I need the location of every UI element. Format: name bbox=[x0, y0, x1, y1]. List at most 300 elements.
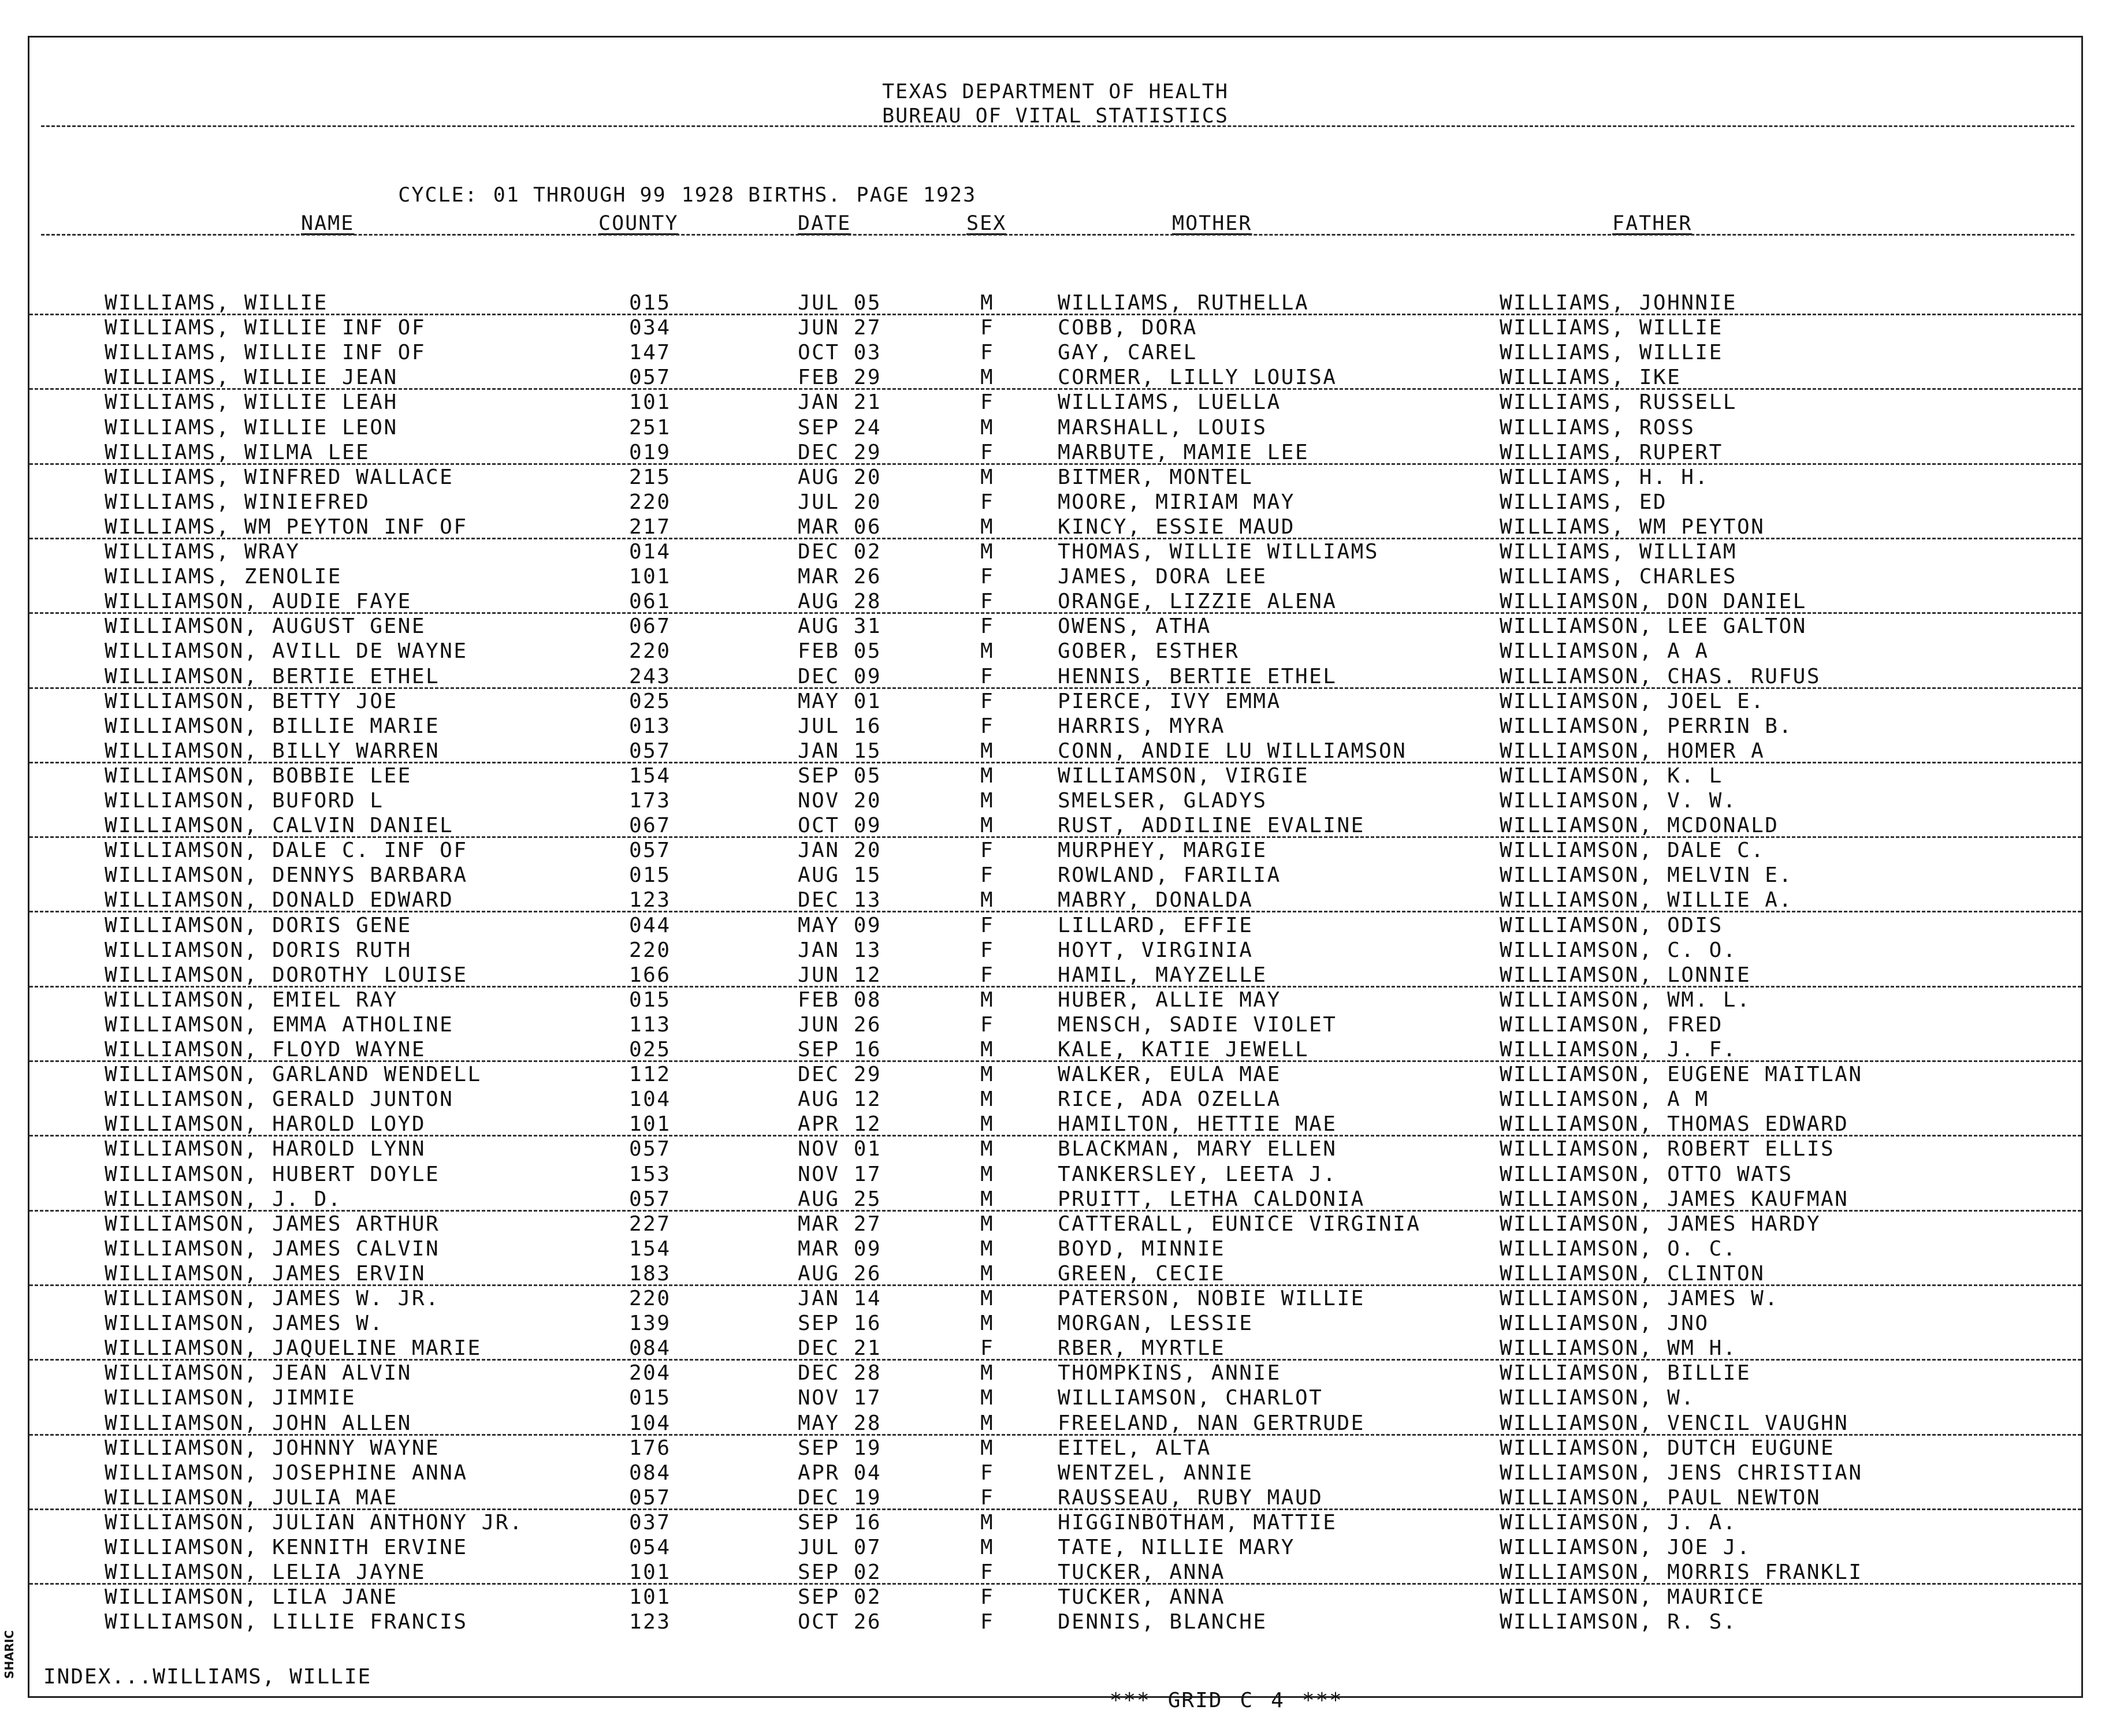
printout-frame bbox=[28, 36, 2083, 1712]
record-row bbox=[29, 1212, 2081, 1236]
record-sex: F bbox=[980, 1560, 995, 1585]
record-father: WILLIAMSON, O. C. bbox=[1500, 1236, 1737, 1261]
record-mother: WILLIAMSON, VIRGIE bbox=[1058, 763, 1310, 788]
record-father: WILLIAMSON, VENCIL VAUGHN bbox=[1500, 1411, 1849, 1435]
record-sex: F bbox=[980, 1485, 995, 1510]
record-name: WILLIAMSON, JAMES ERVIN bbox=[105, 1261, 426, 1286]
record-father: WILLIAMSON, A A bbox=[1500, 639, 1709, 664]
record-row bbox=[29, 564, 2081, 589]
record-county: 057 bbox=[629, 366, 671, 390]
record-name: WILLIAMSON, BETTY JOE bbox=[105, 689, 398, 713]
record-county: 034 bbox=[629, 316, 671, 340]
record-date: FEB 05 bbox=[798, 639, 882, 664]
record-mother: THOMAS, WILLIE WILLIAMS bbox=[1058, 540, 1379, 564]
record-mother: MARSHALL, LOUIS bbox=[1058, 415, 1267, 439]
record-date: OCT 09 bbox=[798, 814, 882, 838]
record-sex: M bbox=[980, 291, 995, 315]
record-mother: MENSCH, SADIE VIOLET bbox=[1058, 1012, 1337, 1037]
record-row bbox=[29, 1261, 2081, 1286]
record-name: WILLIAMS, WILMA LEE bbox=[105, 440, 370, 464]
record-row bbox=[29, 689, 2081, 714]
record-name: WILLIAMSON, JULIA MAE bbox=[105, 1485, 398, 1510]
record-row bbox=[29, 1510, 2081, 1535]
record-mother: JAMES, DORA LEE bbox=[1058, 565, 1267, 589]
record-row bbox=[29, 515, 2081, 539]
record-mother: COBB, DORA bbox=[1058, 316, 1197, 340]
record-county: 104 bbox=[629, 1411, 671, 1435]
record-county: 025 bbox=[629, 1038, 671, 1061]
record-sex: M bbox=[980, 1112, 995, 1137]
record-name: WILLIAMSON, BILLY WARREN bbox=[105, 739, 440, 763]
record-sex: M bbox=[980, 1137, 995, 1161]
record-county: 220 bbox=[629, 639, 671, 664]
record-father: WILLIAMSON, JAMES HARDY bbox=[1500, 1212, 1821, 1236]
record-name: WILLIAMSON, AUDIE FAYE bbox=[105, 590, 412, 614]
record-name: WILLIAMSON, JIMMIE bbox=[105, 1386, 356, 1410]
record-mother: HIGGINBOTHAM, MATTIE bbox=[1058, 1510, 1337, 1534]
page-number: PAGE 1923 bbox=[856, 184, 977, 207]
record-name: WILLIAMSON, HAROLD LYNN bbox=[105, 1137, 426, 1161]
record-sex: F bbox=[980, 1610, 995, 1634]
record-mother: RUST, ADDILINE EVALINE bbox=[1058, 814, 1365, 838]
record-date: JUL 20 bbox=[798, 490, 882, 514]
record-county: 057 bbox=[629, 739, 671, 763]
record-date: JUL 07 bbox=[798, 1536, 882, 1559]
record-row bbox=[29, 390, 2081, 415]
record-row bbox=[29, 1361, 2081, 1385]
record-row bbox=[29, 440, 2081, 465]
record-row bbox=[29, 1062, 2081, 1087]
record-sex: F bbox=[980, 839, 995, 863]
record-sex: F bbox=[980, 1585, 995, 1610]
record-row bbox=[29, 763, 2081, 788]
record-mother: BOYD, MINNIE bbox=[1058, 1236, 1226, 1261]
record-mother: TUCKER, ANNA bbox=[1058, 1560, 1226, 1585]
record-sex: M bbox=[980, 1063, 995, 1087]
record-date: NOV 01 bbox=[798, 1137, 882, 1161]
record-father: WILLIAMSON, R. S. bbox=[1500, 1610, 1737, 1634]
record-date: JAN 14 bbox=[798, 1287, 882, 1310]
record-sex: F bbox=[980, 590, 995, 614]
record-date: SEP 16 bbox=[798, 1312, 882, 1336]
record-father: WILLIAMSON, LONNIE bbox=[1500, 963, 1751, 987]
record-county: 227 bbox=[629, 1212, 671, 1236]
record-name: WILLIAMSON, LILLIE FRANCIS bbox=[105, 1610, 468, 1634]
record-county: 166 bbox=[629, 963, 671, 987]
record-row bbox=[29, 1461, 2081, 1485]
record-row bbox=[29, 714, 2081, 739]
record-sex: M bbox=[980, 1162, 995, 1186]
record-father: WILLIAMS, ROSS bbox=[1500, 415, 1695, 439]
record-county: 057 bbox=[629, 1485, 671, 1510]
record-county: 084 bbox=[629, 1336, 671, 1361]
record-mother: PRUITT, LETHA CALDONIA bbox=[1058, 1187, 1365, 1211]
record-mother: TANKERSLEY, LEETA J. bbox=[1058, 1162, 1337, 1186]
record-name: WILLIAMSON, DOROTHY LOUISE bbox=[105, 963, 468, 987]
record-mother: CONN, ANDIE LU WILLIAMSON bbox=[1058, 739, 1407, 763]
record-mother: RBER, MYRTLE bbox=[1058, 1336, 1226, 1361]
record-row bbox=[29, 1311, 2081, 1336]
record-name: WILLIAMSON, BOBBIE LEE bbox=[105, 763, 412, 788]
record-mother: MABRY, DONALDA bbox=[1058, 888, 1254, 912]
record-row bbox=[29, 813, 2081, 838]
column-header-rule bbox=[41, 234, 2074, 236]
record-row bbox=[29, 315, 2081, 340]
column-header-father: FATHER bbox=[1612, 212, 1693, 235]
record-row bbox=[29, 1336, 2081, 1361]
record-sex: M bbox=[980, 1411, 995, 1435]
record-mother: THOMPKINS, ANNIE bbox=[1058, 1361, 1281, 1385]
record-sex: M bbox=[980, 540, 995, 564]
record-mother: GOBER, ESTHER bbox=[1058, 639, 1240, 664]
record-date: AUG 25 bbox=[798, 1187, 882, 1211]
record-name: WILLIAMS, WILLIE LEON bbox=[105, 415, 398, 439]
record-county: 101 bbox=[629, 1560, 671, 1585]
record-mother: BITMER, MONTEL bbox=[1058, 465, 1254, 489]
record-father: WILLIAMS, RUPERT bbox=[1500, 440, 1723, 464]
record-row bbox=[29, 1137, 2081, 1161]
record-name: WILLIAMSON, DORIS GENE bbox=[105, 913, 412, 937]
record-father: WILLIAMSON, JOEL E. bbox=[1500, 689, 1765, 713]
grid-label: GRID bbox=[1167, 1689, 1223, 1712]
record-mother: OWENS, ATHA bbox=[1058, 614, 1211, 639]
record-county: 147 bbox=[629, 341, 671, 365]
record-county: 019 bbox=[629, 440, 671, 464]
record-mother: WILLIAMS, RUTHELLA bbox=[1058, 291, 1310, 315]
record-name: WILLIAMSON, CALVIN DANIEL bbox=[105, 814, 454, 838]
record-father: WILLIAMSON, CLINTON bbox=[1500, 1261, 1765, 1286]
record-sex: M bbox=[980, 1287, 995, 1310]
record-date: SEP 16 bbox=[798, 1510, 882, 1534]
record-county: 101 bbox=[629, 1112, 671, 1137]
record-sex: F bbox=[980, 614, 995, 639]
record-name: WILLIAMSON, BERTIE ETHEL bbox=[105, 664, 440, 688]
record-name: WILLIAMSON, DORIS RUTH bbox=[105, 938, 412, 962]
record-name: WILLIAMSON, AUGUST GENE bbox=[105, 614, 426, 639]
record-mother: HAMIL, MAYZELLE bbox=[1058, 963, 1267, 987]
record-row bbox=[29, 664, 2081, 689]
record-row bbox=[29, 1286, 2081, 1311]
record-name: WILLIAMS, WM PEYTON INF OF bbox=[105, 515, 468, 539]
record-sex: M bbox=[980, 789, 995, 813]
record-sex: F bbox=[980, 1012, 995, 1037]
record-county: 176 bbox=[629, 1436, 671, 1460]
record-name: WILLIAMSON, DONALD EDWARD bbox=[105, 888, 454, 912]
record-county: 154 bbox=[629, 763, 671, 788]
record-sex: M bbox=[980, 1361, 995, 1385]
record-date: OCT 03 bbox=[798, 341, 882, 365]
record-county: 057 bbox=[629, 1137, 671, 1161]
record-name: WILLIAMSON, FLOYD WAYNE bbox=[105, 1038, 426, 1061]
record-county: 173 bbox=[629, 789, 671, 813]
record-row bbox=[29, 1535, 2081, 1560]
record-county: 084 bbox=[629, 1461, 671, 1485]
record-row bbox=[29, 1585, 2081, 1610]
record-row bbox=[29, 639, 2081, 664]
record-sex: M bbox=[980, 1212, 995, 1236]
grid-number: 4 bbox=[1271, 1689, 1285, 1712]
record-county: 101 bbox=[629, 390, 671, 415]
record-mother: KALE, KATIE JEWELL bbox=[1058, 1038, 1310, 1061]
record-name: WILLIAMSON, EMMA ATHOLINE bbox=[105, 1012, 454, 1037]
record-father: WILLIAMSON, EUGENE MAITLAN bbox=[1500, 1063, 1863, 1087]
record-sex: M bbox=[980, 465, 995, 489]
record-county: 139 bbox=[629, 1312, 671, 1336]
record-name: WILLIAMSON, JAMES W. JR. bbox=[105, 1287, 440, 1310]
record-name: WILLIAMSON, JAQUELINE MARIE bbox=[105, 1336, 482, 1361]
record-father: WILLIAMSON, HOMER A bbox=[1500, 739, 1765, 763]
column-header-sex: SEX bbox=[966, 212, 1007, 235]
record-date: MAR 09 bbox=[798, 1236, 882, 1261]
record-mother: CATTERALL, EUNICE VIRGINIA bbox=[1058, 1212, 1421, 1236]
record-county: 113 bbox=[629, 1012, 671, 1037]
record-county: 101 bbox=[629, 1585, 671, 1610]
record-sex: F bbox=[980, 689, 995, 713]
record-date: AUG 15 bbox=[798, 863, 882, 888]
record-date: AUG 26 bbox=[798, 1261, 882, 1286]
record-sex: M bbox=[980, 366, 995, 390]
record-father: WILLIAMSON, DUTCH EUGUNE bbox=[1500, 1436, 1835, 1460]
record-sex: F bbox=[980, 714, 995, 738]
record-row bbox=[29, 589, 2081, 614]
record-mother: LILLARD, EFFIE bbox=[1058, 913, 1254, 937]
record-date: FEB 08 bbox=[798, 988, 882, 1012]
record-date: DEC 19 bbox=[798, 1485, 882, 1510]
record-row bbox=[29, 1112, 2081, 1137]
record-mother: EITEL, ALTA bbox=[1058, 1436, 1211, 1460]
record-father: WILLIAMSON, JAMES W. bbox=[1500, 1287, 1779, 1310]
record-date: AUG 20 bbox=[798, 465, 882, 489]
index-footer: INDEX...WILLIAMS, WILLIE bbox=[43, 1665, 372, 1689]
record-row bbox=[29, 614, 2081, 639]
record-county: 251 bbox=[629, 415, 671, 439]
agency-title: TEXAS DEPARTMENT OF HEALTH bbox=[882, 80, 1229, 103]
record-father: WILLIAMS, H. H. bbox=[1500, 465, 1709, 489]
record-mother: HUBER, ALLIE MAY bbox=[1058, 988, 1281, 1012]
record-county: 015 bbox=[629, 863, 671, 888]
record-date: SEP 19 bbox=[798, 1436, 882, 1460]
record-mother: TUCKER, ANNA bbox=[1058, 1585, 1226, 1610]
record-date: NOV 17 bbox=[798, 1386, 882, 1410]
record-mother: ROWLAND, FARILIA bbox=[1058, 863, 1281, 888]
record-sex: M bbox=[980, 1312, 995, 1336]
record-date: FEB 29 bbox=[798, 366, 882, 390]
record-sex: M bbox=[980, 814, 995, 838]
record-county: 112 bbox=[629, 1063, 671, 1087]
record-mother: RICE, ADA OZELLA bbox=[1058, 1087, 1281, 1112]
record-name: WILLIAMSON, LELIA JAYNE bbox=[105, 1560, 426, 1585]
record-row bbox=[29, 1162, 2081, 1187]
record-name: WILLIAMS, WILLIE JEAN bbox=[105, 366, 398, 390]
record-name: WILLIAMS, WINFRED WALLACE bbox=[105, 465, 454, 489]
record-date: DEC 02 bbox=[798, 540, 882, 564]
record-sex: F bbox=[980, 913, 995, 937]
record-father: WILLIAMS, CHARLES bbox=[1500, 565, 1737, 589]
record-sex: M bbox=[980, 639, 995, 664]
record-date: JAN 20 bbox=[798, 839, 882, 863]
record-father: WILLIAMSON, MELVIN E. bbox=[1500, 863, 1793, 888]
record-county: 123 bbox=[629, 1610, 671, 1634]
record-date: OCT 26 bbox=[798, 1610, 882, 1634]
record-name: WILLIAMSON, J. D. bbox=[105, 1187, 342, 1211]
record-sex: M bbox=[980, 1536, 995, 1559]
record-name: WILLIAMS, WINIEFRED bbox=[105, 490, 370, 514]
record-county: 013 bbox=[629, 714, 671, 738]
record-name: WILLIAMSON, JOSEPHINE ANNA bbox=[105, 1461, 468, 1485]
record-row bbox=[29, 938, 2081, 963]
record-row bbox=[29, 913, 2081, 938]
record-county: 057 bbox=[629, 839, 671, 863]
record-sex: F bbox=[980, 1461, 995, 1485]
record-mother: WENTZEL, ANNIE bbox=[1058, 1461, 1254, 1485]
record-mother: HENNIS, BERTIE ETHEL bbox=[1058, 664, 1337, 688]
record-date: DEC 29 bbox=[798, 1063, 882, 1087]
record-mother: WILLIAMS, LUELLA bbox=[1058, 390, 1281, 415]
record-sex: M bbox=[980, 1436, 995, 1460]
record-sex: M bbox=[980, 739, 995, 763]
record-name: WILLIAMS, WILLIE INF OF bbox=[105, 341, 426, 365]
record-sex: F bbox=[980, 490, 995, 514]
record-date: JUN 26 bbox=[798, 1012, 882, 1037]
record-mother: ORANGE, LIZZIE ALENA bbox=[1058, 590, 1337, 614]
record-mother: MORGAN, LESSIE bbox=[1058, 1312, 1254, 1336]
record-name: WILLIAMSON, BILLIE MARIE bbox=[105, 714, 440, 738]
record-row bbox=[29, 739, 2081, 763]
record-mother: WILLIAMSON, CHARLOT bbox=[1058, 1386, 1323, 1410]
cycle-range: 01 THROUGH 99 bbox=[493, 184, 667, 207]
record-father: WILLIAMSON, K. L bbox=[1500, 763, 1723, 788]
record-father: WILLIAMSON, DON DANIEL bbox=[1500, 590, 1807, 614]
record-county: 015 bbox=[629, 988, 671, 1012]
record-county: 067 bbox=[629, 614, 671, 639]
record-father: WILLIAMS, WM PEYTON bbox=[1500, 515, 1765, 539]
record-row bbox=[29, 1012, 2081, 1037]
record-name: WILLIAMSON, HAROLD LOYD bbox=[105, 1112, 426, 1137]
record-date: SEP 16 bbox=[798, 1038, 882, 1061]
record-father: WILLIAMSON, THOMAS EDWARD bbox=[1500, 1112, 1849, 1137]
record-father: WILLIAMSON, DALE C. bbox=[1500, 839, 1765, 863]
record-date: JAN 13 bbox=[798, 938, 882, 962]
record-date: DEC 09 bbox=[798, 664, 882, 688]
record-date: DEC 21 bbox=[798, 1336, 882, 1361]
grid-stars-right: *** bbox=[1301, 1689, 1343, 1712]
record-date: JUL 16 bbox=[798, 714, 882, 738]
cycle-label: CYCLE: bbox=[398, 184, 478, 207]
record-row bbox=[29, 465, 2081, 490]
record-row bbox=[29, 988, 2081, 1012]
column-header-mother: MOTHER bbox=[1172, 212, 1252, 235]
header-rule bbox=[41, 125, 2074, 127]
record-sex: F bbox=[980, 938, 995, 962]
record-date: DEC 28 bbox=[798, 1361, 882, 1385]
record-county: 014 bbox=[629, 540, 671, 564]
record-name: WILLIAMSON, LILA JANE bbox=[105, 1585, 398, 1610]
record-county: 220 bbox=[629, 1287, 671, 1310]
record-county: 025 bbox=[629, 689, 671, 713]
record-mother: GAY, CAREL bbox=[1058, 341, 1197, 365]
year-type: 1928 BIRTHS. bbox=[681, 184, 842, 207]
record-date: MAY 28 bbox=[798, 1411, 882, 1435]
record-father: WILLIAMS, WILLIAM bbox=[1500, 540, 1737, 564]
record-mother: PIERCE, IVY EMMA bbox=[1058, 689, 1281, 713]
record-father: WILLIAMSON, JOE J. bbox=[1500, 1536, 1751, 1559]
record-row bbox=[29, 1560, 2081, 1585]
record-father: WILLIAMSON, BILLIE bbox=[1500, 1361, 1751, 1385]
record-county: 015 bbox=[629, 291, 671, 315]
record-father: WILLIAMSON, J. A. bbox=[1500, 1510, 1737, 1534]
record-name: WILLIAMSON, EMIEL RAY bbox=[105, 988, 398, 1012]
record-name: WILLIAMS, ZENOLIE bbox=[105, 565, 342, 589]
record-county: 217 bbox=[629, 515, 671, 539]
record-mother: MURPHEY, MARGIE bbox=[1058, 839, 1267, 863]
record-row bbox=[29, 415, 2081, 440]
record-mother: HARRIS, MYRA bbox=[1058, 714, 1226, 738]
record-name: WILLIAMSON, JAMES W. bbox=[105, 1312, 384, 1336]
record-date: NOV 20 bbox=[798, 789, 882, 813]
record-name: WILLIAMSON, GERALD JUNTON bbox=[105, 1087, 454, 1112]
record-sex: M bbox=[980, 1187, 995, 1211]
record-county: 220 bbox=[629, 938, 671, 962]
record-father: WILLIAMS, ED bbox=[1500, 490, 1668, 514]
grid-letter: C bbox=[1240, 1689, 1254, 1712]
record-father: WILLIAMSON, MCDONALD bbox=[1500, 814, 1779, 838]
record-name: WILLIAMS, WILLIE LEAH bbox=[105, 390, 398, 415]
record-sex: M bbox=[980, 1087, 995, 1112]
record-date: JUN 27 bbox=[798, 316, 882, 340]
record-sex: M bbox=[980, 515, 995, 539]
record-row bbox=[29, 1385, 2081, 1410]
record-mother: RAUSSEAU, RUBY MAUD bbox=[1058, 1485, 1323, 1510]
record-row bbox=[29, 1187, 2081, 1212]
record-mother: CORMER, LILLY LOUISA bbox=[1058, 366, 1337, 390]
record-county: 204 bbox=[629, 1361, 671, 1385]
record-row bbox=[29, 1236, 2081, 1261]
record-sex: F bbox=[980, 440, 995, 464]
record-row bbox=[29, 340, 2081, 365]
record-father: WILLIAMSON, JNO bbox=[1500, 1312, 1709, 1336]
record-name: WILLIAMS, WILLIE bbox=[105, 291, 328, 315]
record-row bbox=[29, 365, 2081, 390]
record-name: WILLIAMSON, HUBERT DOYLE bbox=[105, 1162, 440, 1186]
record-sex: M bbox=[980, 1510, 995, 1534]
record-date: APR 12 bbox=[798, 1112, 882, 1137]
record-county: 101 bbox=[629, 565, 671, 589]
record-mother: HAMILTON, HETTIE MAE bbox=[1058, 1112, 1337, 1137]
record-father: WILLIAMS, RUSSELL bbox=[1500, 390, 1737, 415]
record-name: WILLIAMSON, JULIAN ANTHONY JR. bbox=[105, 1510, 524, 1534]
record-sex: M bbox=[980, 1386, 995, 1410]
record-sex: F bbox=[980, 664, 995, 688]
record-date: AUG 31 bbox=[798, 614, 882, 639]
record-date: MAY 01 bbox=[798, 689, 882, 713]
record-father: WILLIAMSON, WM H. bbox=[1500, 1336, 1737, 1361]
record-mother: PATERSON, NOBIE WILLIE bbox=[1058, 1287, 1365, 1310]
record-row bbox=[29, 863, 2081, 888]
record-father: WILLIAMS, WILLIE bbox=[1500, 341, 1723, 365]
record-name: WILLIAMSON, JOHNNY WAYNE bbox=[105, 1436, 440, 1460]
record-date: DEC 29 bbox=[798, 440, 882, 464]
record-row bbox=[29, 888, 2081, 912]
side-watermark: SHARIC bbox=[2, 1630, 16, 1679]
record-sex: F bbox=[980, 316, 995, 340]
record-date: MAR 26 bbox=[798, 565, 882, 589]
record-father: WILLIAMSON, V. W. bbox=[1500, 789, 1737, 813]
record-father: WILLIAMSON, JENS CHRISTIAN bbox=[1500, 1461, 1863, 1485]
record-date: JUN 12 bbox=[798, 963, 882, 987]
record-father: WILLIAMSON, WILLIE A. bbox=[1500, 888, 1793, 912]
record-county: 044 bbox=[629, 913, 671, 937]
record-father: WILLIAMSON, CHAS. RUFUS bbox=[1500, 664, 1821, 688]
